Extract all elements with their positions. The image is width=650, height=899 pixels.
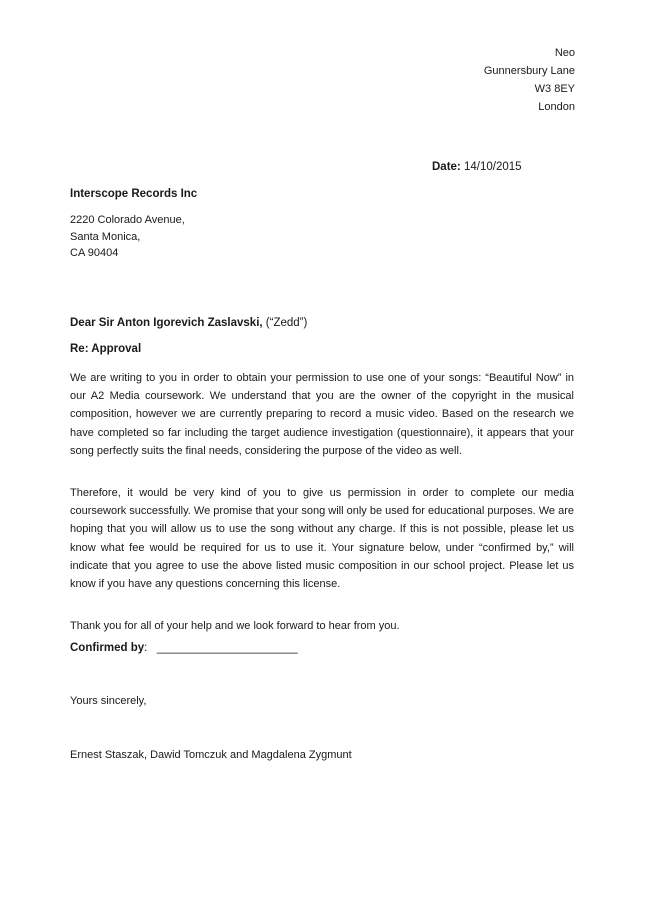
confirmation-label: Confirmed by (70, 642, 145, 654)
body-paragraph-1: We are writing to you in order to obtain your permission to use one of your songs: “Beautiful Now” in our A2 Media coursework. We understand that you are the owner of the copyright in the musical composition, however we are currently preparing to record a music video. Based on the research we have completed so far including the target audience investigation (questionnaire), it appears that your song perfectly suits the final needs, considering the purpose of the video as well. (70, 372, 574, 457)
closing: Yours sincerely, (70, 695, 147, 707)
sender-address (484, 44, 575, 116)
body-paragraph-2: Therefore, it would be very kind of you to give us permission in order to complete our media coursework successfully. We promise that your song will only be used for educational purposes. We are hoping that you will allow us to use the song without any charge. If this is not possible, please let us know what fee would be required for us to use it. Your signature below, under “confirmed by,” will indicate that you agree to use the above listed music composition in our school project. Please let us know if you have any questions concerning this license. (70, 487, 574, 591)
salutation (70, 317, 307, 329)
confirmation-separator: : (144, 642, 148, 654)
sender-city: London (538, 101, 575, 113)
confirmation-line (70, 642, 298, 654)
sender-postcode: W3 8EY (534, 83, 575, 95)
recipient-address-line1: 2220 Colorado Avenue, (70, 214, 185, 226)
signature-line: ______________________ (156, 642, 298, 654)
recipient-address-line2: Santa Monica, (70, 230, 141, 243)
body-paragraph-3: Thank you for all of your help and we look forward to hear from you. (70, 620, 400, 632)
date-label: Date: (432, 161, 461, 173)
signers: Ernest Staszak, Dawid Tomczuk and Magdalena Zygmunt (70, 749, 352, 761)
subject-line: Re: Approval (70, 343, 142, 355)
recipient-company: Interscope Records Inc (70, 188, 198, 200)
salutation-greeting: Dear Sir Anton Igorevich Zaslavski, (70, 317, 263, 329)
sender-street: Gunnersbury Lane (483, 65, 575, 77)
letter-date (432, 161, 522, 173)
recipient-address (70, 212, 185, 262)
date-value: 14/10/2015 (463, 161, 522, 173)
salutation-alias: (“Zedd”) (265, 317, 308, 329)
recipient-address-line3: CA 90404 (70, 247, 119, 259)
sender-name: Neo (554, 47, 575, 59)
